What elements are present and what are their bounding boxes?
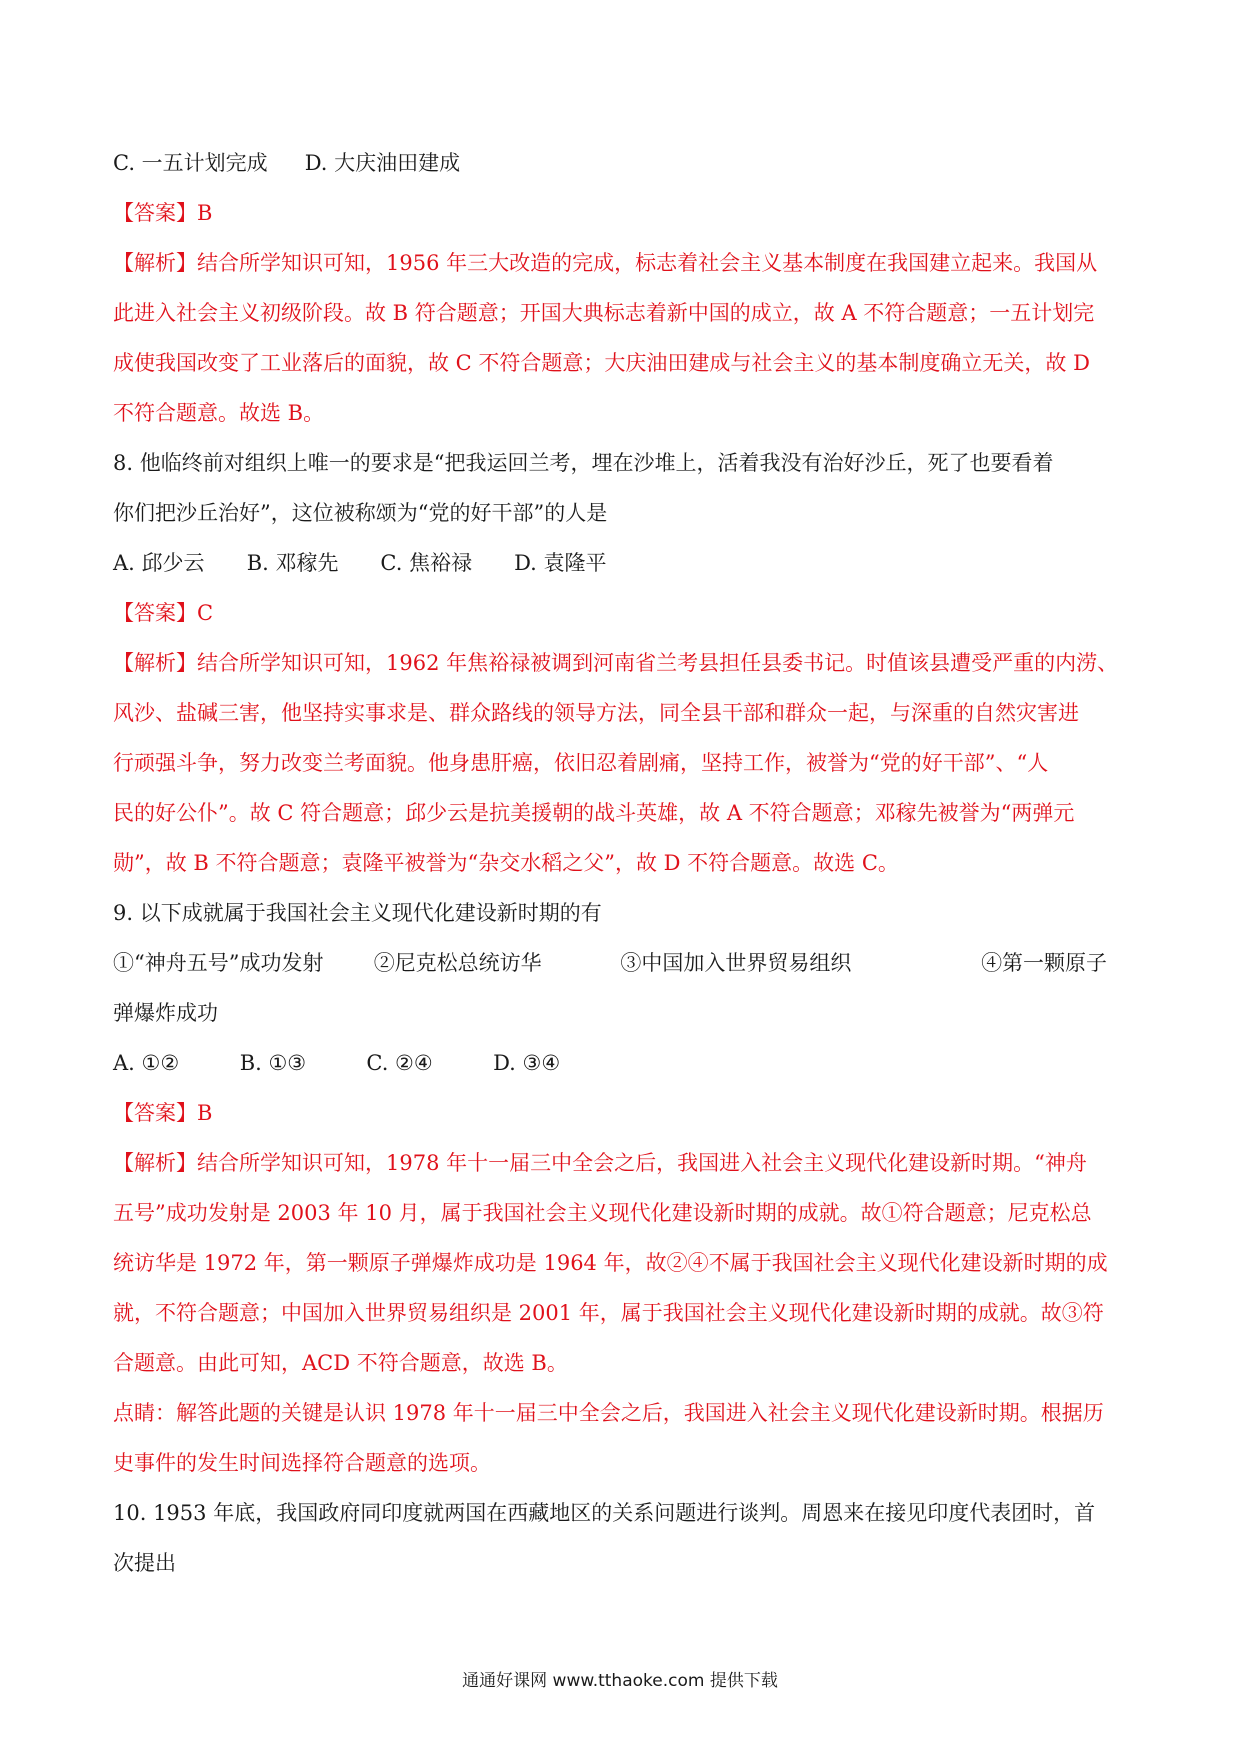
q8-answer: 【答案】C [113,601,214,625]
q8-analysis-line: 【解析】结合所学知识可知，1962 年焦裕禄被调到河南省兰考县担任县委书记。时值该县遭受严重的内涝、 [113,651,1119,675]
q7-analysis-line: 此进入社会主义初级阶段。故 B 符合题意；开国大典标志着新中国的成立，故 A 不符合题意；一五计划完 [113,301,1095,325]
q9-items-cont: 弹爆炸成功 [113,1001,218,1025]
q7-option-d: D. 大庆油田建成 [304,151,461,175]
document-page [113,138,1133,1588]
q7-analysis-line: 成使我国改变了工业落后的面貌，故 C 不符合题意；大庆油田建成与社会主义的基本制度确立无关，故 D [113,351,1090,375]
q7-analysis-line: 不符合题意。故选 B。 [113,401,325,425]
q9-item-1: ①“神舟五号”成功发射 [113,951,324,975]
q8-option-d: D. 袁隆平 [514,551,607,575]
q9-analysis-line: 五号”成功发射是 2003 年 10 月，属于我国社会主义现代化建设新时期的成就。故①符合题意；尼克松总 [113,1201,1092,1225]
q8-option-c: C. 焦裕禄 [380,551,473,575]
q9-tip-line: 史事件的发生时间选择符合题意的选项。 [113,1451,491,1475]
q9-tip-line: 点睛：解答此题的关键是认识 1978 年十一届三中全会之后，我国进入社会主义现代化建设新时期。根据历 [113,1401,1104,1425]
q9-option-c: C. ②④ [366,1051,433,1075]
q7-options [113,138,1133,188]
q9-analysis-line: 就，不符合题意；中国加入世界贸易组织是 2001 年，属于我国社会主义现代化建设新时期的成就。故③符 [113,1301,1104,1325]
q10-stem-line: 次提出 [113,1551,176,1575]
q8-analysis-line: 勋”，故 B 不符合题意；袁隆平被誉为“杂交水稻之父”，故 D 不符合题意。故选 C。 [113,851,899,875]
q9-item-4: ④第一颗原子 [981,951,1108,975]
q7-analysis-line: 【解析】结合所学知识可知，1956 年三大改造的完成，标志着社会主义基本制度在我国建立起来。我国从 [113,251,1098,275]
q8-analysis-line: 民的好公仆”。故 C 符合题意；邱少云是抗美援朝的战斗英雄，故 A 不符合题意；邓稼先被誉为“两弹元 [113,801,1075,825]
q10-stem-line: 10. 1953 年底，我国政府同印度就两国在西藏地区的关系问题进行谈判。周恩来在接见印度代表团时，首 [113,1501,1096,1525]
q8-options [113,538,1133,588]
q9-item-3: ③中国加入世界贸易组织 [620,951,852,975]
q9-stem: 9. 以下成就属于我国社会主义现代化建设新时期的有 [113,901,602,925]
q7-answer: 【答案】B [113,201,213,225]
q9-analysis-line: 统访华是 1972 年，第一颗原子弹爆炸成功是 1964 年，故②④不属于我国社会主义现代化建设新时期的成 [113,1251,1108,1275]
q7-option-c: C. 一五计划完成 [113,151,268,175]
q9-analysis-line: 合题意。由此可知，ACD 不符合题意，故选 B。 [113,1351,568,1375]
q9-option-b: B. ①③ [239,1051,307,1075]
q9-answer: 【答案】B [113,1101,213,1125]
q8-option-a: A. 邱少云 [113,551,205,575]
page-footer: 通通好课网 www.tthaoke.com 提供下载 [462,1671,778,1691]
q8-option-b: B. 邓稼先 [246,551,339,575]
q9-analysis-line: 【解析】结合所学知识可知，1978 年十一届三中全会之后，我国进入社会主义现代化建设新时期。“神舟 [113,1151,1087,1175]
q8-analysis-line: 行顽强斗争，努力改变兰考面貌。他身患肝癌，依旧忍着剧痛，坚持工作，被誉为“党的好干部”、“人 [113,751,1049,775]
q8-stem-line: 8. 他临终前对组织上唯一的要求是“把我运回兰考，埋在沙堆上，活着我没有治好沙丘，死了也要看着 [113,451,1054,475]
q8-stem-line: 你们把沙丘治好”，这位被称颂为“党的好干部”的人是 [113,501,608,525]
q9-option-d: D. ③④ [493,1051,561,1075]
q9-item-2: ②尼克松总统访华 [373,951,542,975]
q9-options [113,1038,1133,1088]
q9-items [113,938,1133,988]
q9-option-a: A. ①② [113,1051,180,1075]
q8-analysis-line: 风沙、盐碱三害，他坚持实事求是、群众路线的领导方法，同全县干部和群众一起，与深重的自然灾害进 [113,701,1079,725]
